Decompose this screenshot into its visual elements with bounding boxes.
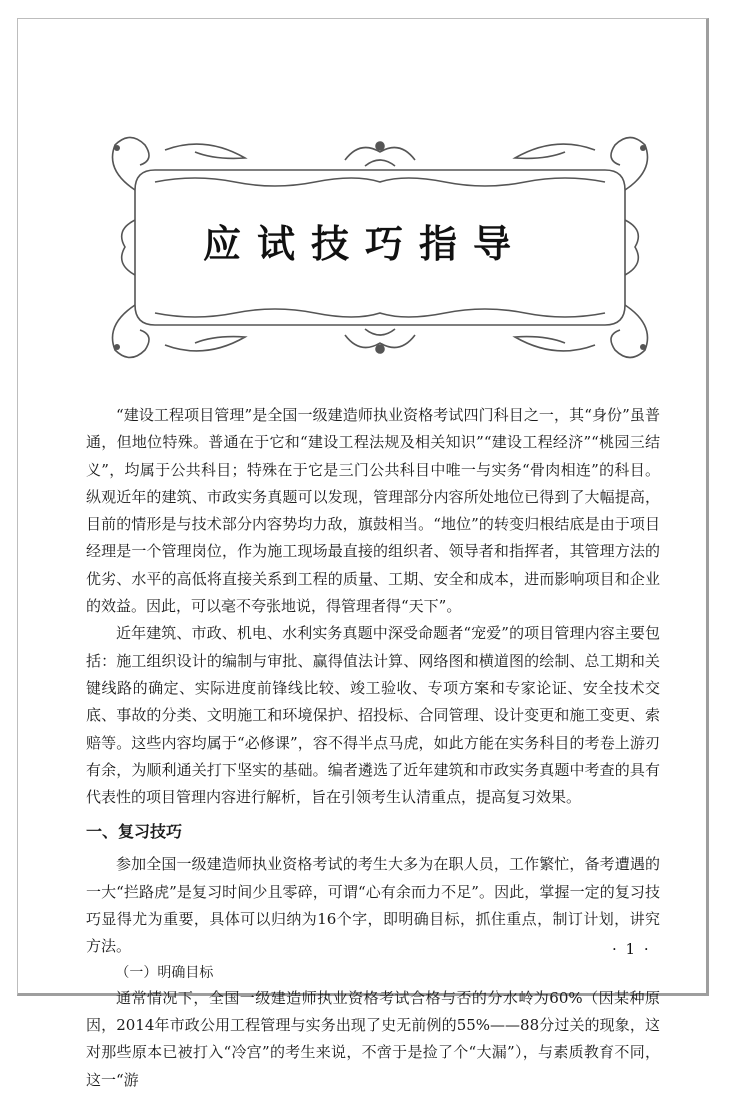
paragraph: “建设工程项目管理”是全国一级建造师执业资格考试四门科目之一，其“身份”虽普通，但地位特殊。普通在于它和“建设工程法规及相关知识”“建设工程经济”“桃园三结义”，均属于公共科目；特殊在于它是三门公共科目中唯一与实务“骨肉相连”的科目。纵观近年的建筑、市政实务真题可以发现，管理部分内容所处地位已得到了大幅提高，目前的情形是与技术部分内容势均力敌，旗鼓相当。“地位”的转变归根结底是由于项目经理是一个管理岗位，作为施工现场最直接的组织者、领导者和指挥者，其管理方法的优劣、水平的高低将直接关系到工程的质量、工期、安全和成本，进而影响项目和企业的效益。因此，可以毫不夸张地说，得管理者得“天下”。 — [86, 406, 660, 616]
paragraph: 参加全国一级建造师执业资格考试的考生大多为在职人员，工作繁忙，备考遭遇的一大“拦路虎”是复习时间少且零碎，可谓“心有余而力不足”。因此，掌握一定的复习技巧显得尤为重要，具体可以归纳为16个字，即明确目标，抓住重点，制订计划，讲究方法。 — [86, 855, 660, 956]
paragraph: 通常情况下，全国一级建造师执业资格考试合格与否的分水岭为60%（因某种原因，2014年市政公用工程管理与实务出现了史无前例的55%——88分过关的现象，这对那些原本已被打入“冷宫”的考生来说，不啻于是捡了个“大漏”），与素质教育不同，这一“游 — [86, 988, 660, 1089]
subsection-heading: （一）明确目标 — [115, 964, 214, 981]
page-number: · 1 · — [612, 940, 651, 958]
paragraph: 近年建筑、市政、机电、水利实务真题中深受命题者“宠爱”的项目管理内容主要包括：施工组织设计的编制与审批、赢得值法计算、网络图和横道图的绘制、总工期和关键线路的确定、实际进度前锋线比较、竣工验收、专项方案和专家论证、安全技术交底、事故的分类、文明施工和环境保护、招投标、合同管理、设计变更和施工变更、索赔等。这些内容均属于“必修课”，容不得半点马虎，如此方能在实务科目的考卷上游刃有余，为顺利通关打下坚实的基础。编者遴选了近年建筑和市政实务真题中考查的具有代表性的项目管理内容进行解析，旨在引领考生认清重点，提高复习效果。 — [86, 624, 660, 807]
section-heading: 一、复习技巧 — [86, 822, 183, 842]
page-title: 应试技巧指导 — [202, 221, 527, 266]
document-body — [86, 402, 660, 1094]
